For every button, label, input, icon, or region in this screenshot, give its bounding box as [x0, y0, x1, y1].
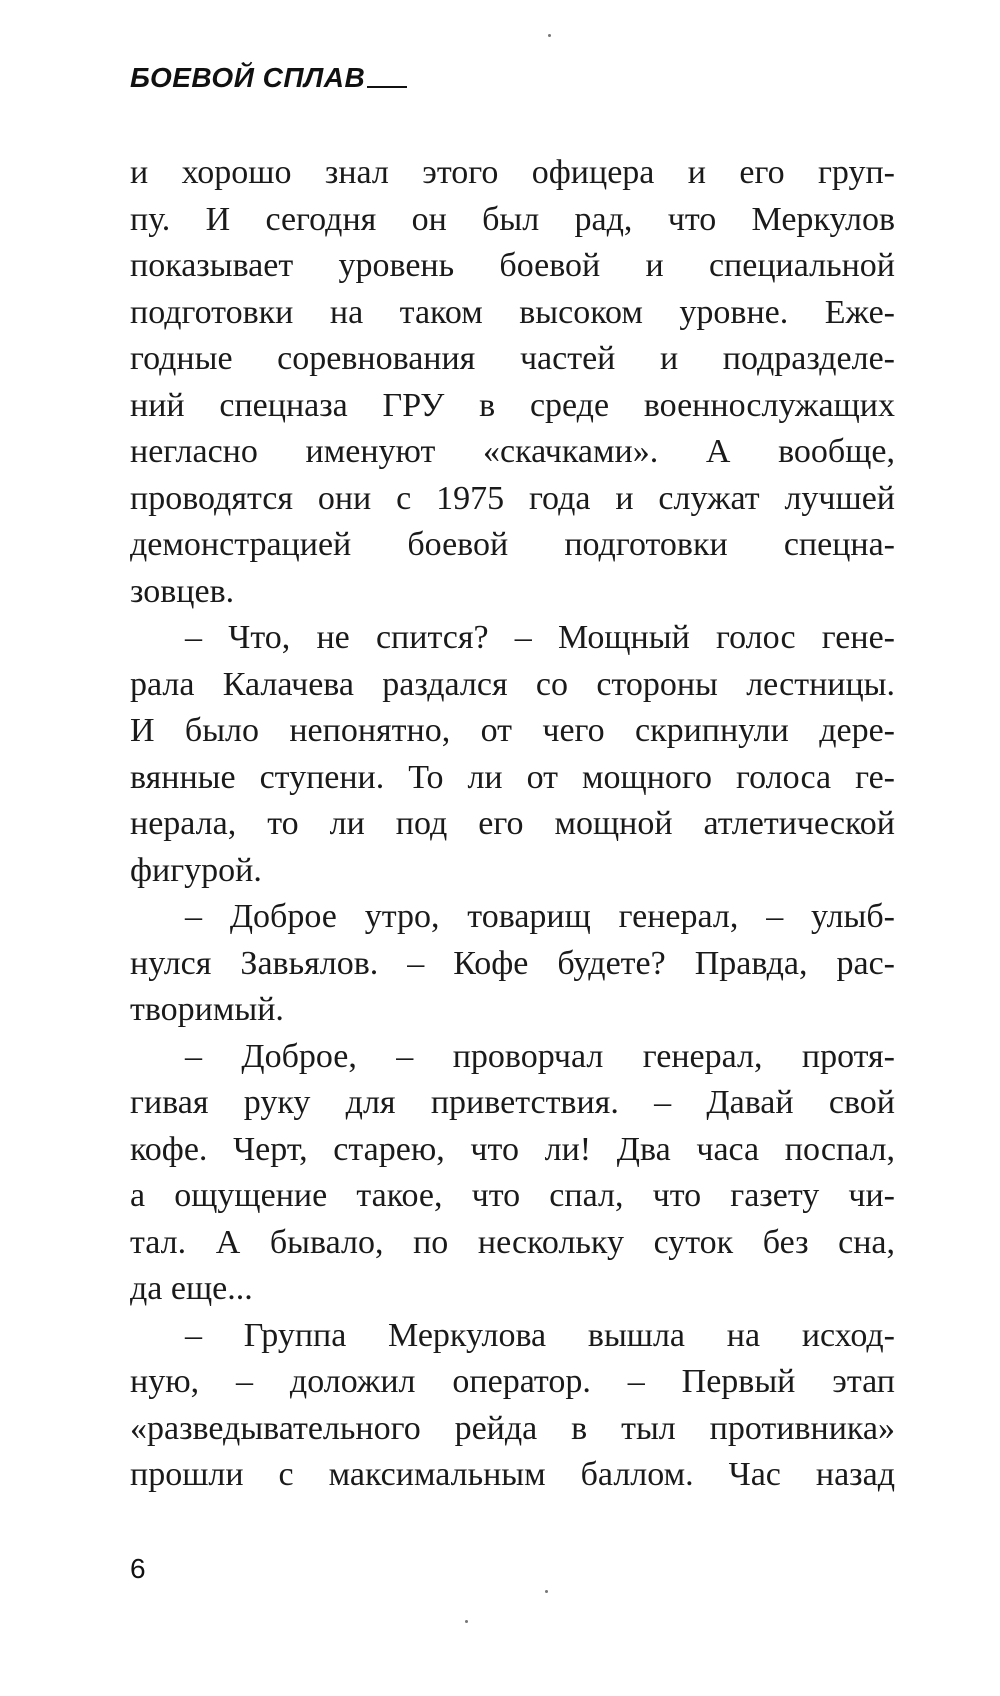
text-line: нулся Завьялов. – Кофе будете? Правда, рас-	[130, 944, 895, 982]
text-line: годные соревнования частей и подразделе-	[130, 340, 895, 377]
text-line: демонстрацией боевой подготовки спецна-	[130, 526, 895, 563]
text-line: – Доброе, – проворчал генерал, протя-	[185, 1037, 895, 1075]
text-line: проводятся они с 1975 года и служат лучшей	[130, 479, 895, 517]
text-line: подготовки на таком высоком уровне. Еже-	[130, 293, 895, 331]
running-head-rule	[367, 86, 407, 88]
text-line: ную, – доложил оператор. – Первый этап	[130, 1363, 895, 1400]
text-line: вянные ступени. То ли от мощного голоса ге-	[130, 758, 895, 796]
text-line: – Доброе утро, товарищ генерал, – улыб-	[185, 898, 895, 935]
text-line: а ощущение такое, что спал, что газету чи-	[130, 1177, 895, 1214]
text-line: прошли с максимальным баллом. Час назад	[130, 1456, 895, 1493]
text-line: и хорошо знал этого офицера и его груп-	[130, 154, 895, 191]
text-line: рала Калачева раздался со стороны лестницы.	[130, 665, 895, 703]
text-line: кофе. Черт, старею, что ли! Два часа поспал,	[130, 1130, 895, 1168]
text-line: гивая руку для приветствия. – Давай свой	[130, 1084, 895, 1121]
text-line: тал. А бывало, по нескольку суток без сна,	[130, 1223, 895, 1261]
page-number: 6	[130, 1553, 146, 1584]
text-line: да еще...	[130, 1270, 253, 1307]
text-line: – Что, не спится? – Мощный голос гене-	[185, 619, 895, 656]
running-head	[130, 64, 407, 92]
text-line: «разведывательного рейда в тыл противника»	[130, 1409, 895, 1447]
scan-speck	[548, 34, 551, 37]
text-line: ний спецназа ГРУ в среде военнослужащих	[130, 386, 895, 424]
text-line: негласно именуют «скачками». А вообще,	[130, 433, 895, 470]
text-line: показывает уровень боевой и специальной	[130, 247, 895, 284]
text-line: пу. И сегодня он был рад, что Меркулов	[130, 200, 895, 238]
text-line: творимый.	[130, 991, 284, 1028]
text-line: фигурой.	[130, 851, 262, 889]
text-line: – Группа Меркулова вышла на исход-	[185, 1316, 895, 1354]
text-line: зовцев.	[130, 572, 235, 610]
scan-speck	[545, 1590, 548, 1593]
text-line: И было непонятно, от чего скрипнули дере-	[130, 712, 895, 749]
scan-speck	[465, 1620, 468, 1623]
body-text	[130, 150, 895, 1499]
text-line: нерала, то ли под его мощной атлетической	[130, 805, 895, 842]
running-head-title: БОЕВОЙ СПЛАВ	[130, 62, 366, 93]
